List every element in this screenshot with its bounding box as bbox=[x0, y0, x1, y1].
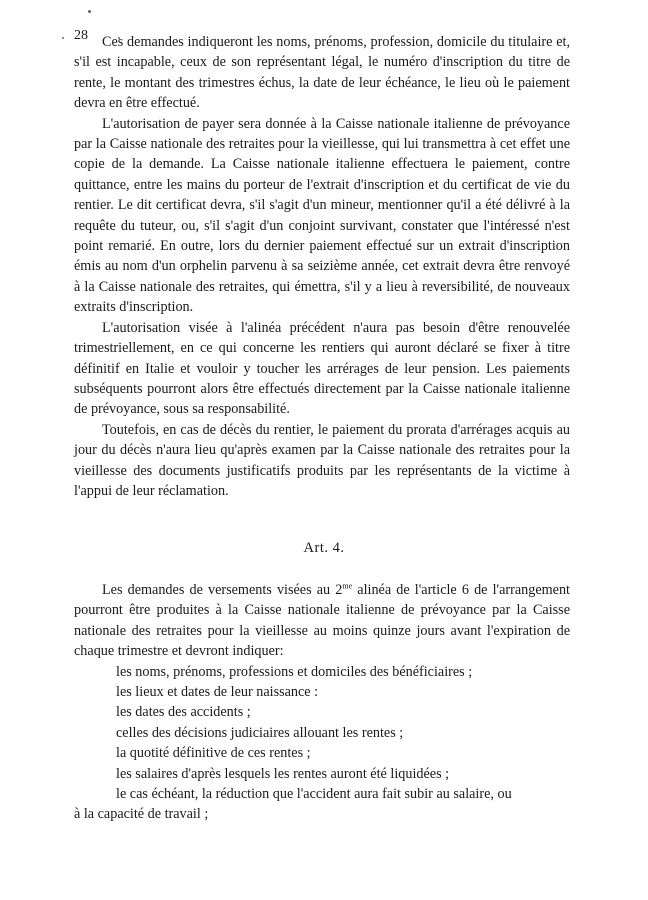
list-item: les dates des accidents ; bbox=[116, 704, 251, 721]
enumeration bbox=[74, 662, 570, 825]
ordinal-superscript: me bbox=[342, 581, 353, 591]
paragraph: Ces demandes indiqueront les noms, prénoms, profession, domicile du titulaire et, s'il est incapable, ceux de son représentant légal, le numéro d'inscription du titre de rente, le montant des trimestres échus, la date de leur échéance, le lieu où le paiement devra en être effectué. bbox=[74, 34, 570, 112]
paragraph: L'autorisation visée à l'alinéa précédent n'aura pas besoin d'être renouvelée trimestriellement, en ce qui concerne les rentiers qui auront déclaré se fixer à titre définitif en Italie et vouloir y toucher les arrérages de leur pension. Les paiements subséquents pourront alors être effectués directement par la Caisse nationale italienne de prévoyance, sous sa responsabilité. bbox=[74, 319, 570, 418]
paragraph: L'autorisation de payer sera donnée à la Caisse nationale italienne de prévoyance par la Caisse nationale des retraites pour la vieillesse, qui lui transmettra à cet effet une copie de la demande. La Caisse nationale italienne effectuera le paiement, contre quittance, entre les mains du porteur de l'extrait d'inscription et du certificat de vie du rentier. Le dit certificat devra, s'il s'agit d'un mineur, mentionner qu'il a été délivré à la requête du tuteur, ou, s'il s'agit d'un conjoint survivant, constater que l'intéressé n'est point remarié. En outre, lors du dernier paiement effectué sur un extrait d'inscription émis au nom d'un orphelin parvenu à sa seizième année, cet extrait devra être renvoyé à la Caisse nationale des retraites, qui émettra, s'il y a lieu à reversibilité, de nouveaux extraits d'inscription. bbox=[74, 115, 570, 316]
article-intro-end: alinéa de l'article 6 de l'arrangement pourront être produites à la Caisse nationale italienne de prévoyance par la Caisse nationale des retraites pour la vieillesse au moins quinze jours avant l'expiration de chaque trimestre et devront indiquer: bbox=[74, 582, 570, 660]
list-item: la quotité définitive de ces rentes ; bbox=[116, 745, 311, 762]
list-item: les salaires d'après lesquels les rentes auront été liquidées ; bbox=[116, 765, 450, 782]
body-text-article bbox=[74, 580, 570, 825]
scan-speck bbox=[88, 10, 91, 13]
list-item: le cas échéant, la réduction que l'accident aura fait subir au salaire, ou bbox=[116, 786, 512, 803]
body-text-top bbox=[74, 32, 570, 501]
list-item: les noms, prénoms, professions et domiciles des bénéficiaires ; bbox=[116, 663, 473, 680]
scan-speck bbox=[62, 37, 64, 39]
article-intro bbox=[74, 580, 570, 662]
paragraph: Toutefois, en cas de décès du rentier, le paiement du prorata d'arrérages acquis au jour du décès n'aura lieu qu'après examen par la Caisse nationale des retraites pour la vieillesse des documents justificatifs produits par les représentants de la victime à l'appui de leur réclamation. bbox=[74, 421, 570, 499]
list-item-continuation: à la capacité de travail ; bbox=[74, 806, 209, 823]
page-number: 28 bbox=[74, 28, 88, 43]
list-item: les lieux et dates de leur naissance : bbox=[116, 684, 319, 701]
article-heading: Art. 4. bbox=[303, 540, 345, 556]
article-intro-start: Les demandes de versements visées au 2 bbox=[102, 582, 343, 598]
list-item: celles des décisions judiciaires allouant les rentes ; bbox=[116, 724, 404, 741]
